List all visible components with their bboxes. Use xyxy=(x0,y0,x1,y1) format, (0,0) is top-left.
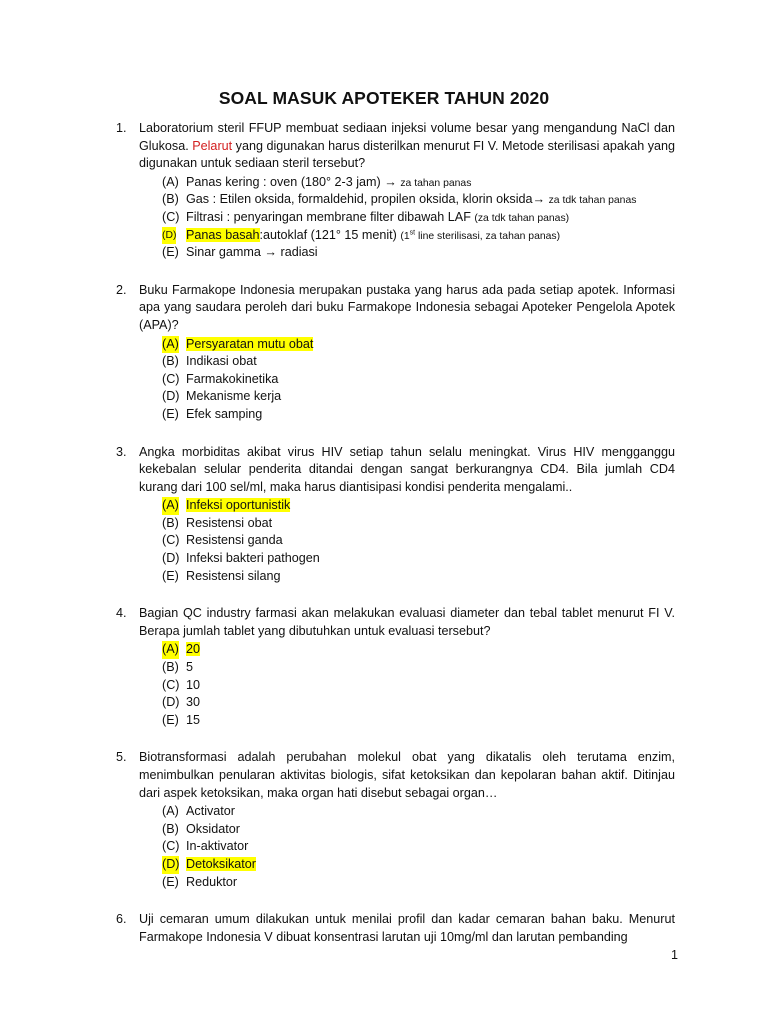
option-b xyxy=(139,191,675,209)
option-text: 20 xyxy=(186,642,201,657)
option-text: radiasi xyxy=(280,245,318,260)
option-d xyxy=(139,856,675,874)
option-e xyxy=(139,406,675,424)
option-e xyxy=(139,712,675,730)
option-letter: (E) xyxy=(162,712,179,727)
question-1 xyxy=(116,120,675,262)
option-c xyxy=(139,677,675,695)
option-letter: (C) xyxy=(162,209,180,224)
question-text xyxy=(139,120,675,173)
option-text: Detoksikator xyxy=(186,856,256,871)
question-text-part: Laboratorium steril FFUP membuat sediaan injeksi volume besar yang mengandung NaCl dan Glukosa. xyxy=(139,121,675,153)
option-text: Persyaratan mutu obat xyxy=(186,336,314,351)
option-text: Panas kering : oven (180° 2-3 jam) xyxy=(186,174,381,189)
option-a xyxy=(139,803,675,821)
option-letter: (D) xyxy=(162,551,180,566)
option-text: Resistensi ganda xyxy=(186,533,283,548)
option-letter: (D) xyxy=(162,856,179,874)
highlighted-term-pelarut: Pelarut xyxy=(192,138,233,153)
option-list xyxy=(139,641,675,729)
question-number: 3. xyxy=(116,444,127,459)
question-number: 6. xyxy=(116,912,127,927)
highlighted-answer: Panas basah xyxy=(186,227,260,242)
option-b xyxy=(139,821,675,839)
note-part: line sterilisasi, za tahan panas) xyxy=(417,230,561,242)
option-list xyxy=(139,497,675,585)
option-list xyxy=(139,803,675,891)
option-a xyxy=(139,641,675,659)
option-e xyxy=(139,874,675,892)
right-arrow-icon: → xyxy=(532,192,546,207)
option-text: 15 xyxy=(186,712,201,727)
option-text: Oksidator xyxy=(186,821,240,836)
option-a xyxy=(139,174,675,192)
option-list xyxy=(139,174,675,262)
question-number: 5. xyxy=(116,750,127,765)
option-a xyxy=(139,497,675,515)
option-text: Infeksi oportunistik xyxy=(186,498,291,513)
option-d xyxy=(139,550,675,568)
option-e xyxy=(139,244,675,262)
option-letter: (A) xyxy=(162,641,179,659)
option-c xyxy=(139,371,675,389)
option-text: 30 xyxy=(186,695,201,710)
option-letter: (C) xyxy=(162,677,180,692)
option-letter: (A) xyxy=(162,497,179,515)
question-list xyxy=(116,120,675,966)
option-letter: (B) xyxy=(162,515,179,530)
question-text: Uji cemaran umum dilakukan untuk menilai profil dan kadar cemaran bahan baku. Menurut Farmakope Indonesia V dibuat konsentrasi larutan uji 10mg/ml dan larutan pembanding xyxy=(139,912,675,944)
option-letter: (B) xyxy=(162,192,179,207)
question-number: 4. xyxy=(116,606,127,621)
option-text: 5 xyxy=(186,660,194,675)
option-note xyxy=(400,231,560,242)
option-letter: (D) xyxy=(162,695,180,710)
option-b xyxy=(139,515,675,533)
question-text: Buku Farmakope Indonesia merupakan pustaka yang harus ada pada setiap apotek. Informasi apa yang saudara peroleh dari buku Farmakope Indonesia sebagai Apoteker Pengelola Apotek (APA)? xyxy=(139,282,675,332)
question-number: 1. xyxy=(116,121,127,135)
option-letter: (C) xyxy=(162,371,180,386)
option-b xyxy=(139,353,675,371)
option-d xyxy=(139,227,675,245)
superscript: st xyxy=(409,229,416,237)
option-letter: (D) xyxy=(162,227,176,245)
option-note: za tdk tahan panas xyxy=(548,195,637,207)
option-note: (za tdk tahan panas) xyxy=(474,212,570,224)
option-text: Farmakokinetika xyxy=(186,371,279,386)
question-text: Bagian QC industry farmasi akan melakukan evaluasi diameter dan tebal tablet menurut FI V. Berapa jumlah tablet yang dibutuhkan untuk evaluasi tersebut? xyxy=(139,606,675,638)
option-letter: (C) xyxy=(162,839,180,854)
option-e xyxy=(139,568,675,586)
option-text: Activator xyxy=(186,804,235,819)
question-3 xyxy=(116,444,675,586)
option-letter: (B) xyxy=(162,821,179,836)
option-text: 10 xyxy=(186,677,201,692)
option-letter: (B) xyxy=(162,354,179,369)
option-d xyxy=(139,694,675,712)
option-letter: (E) xyxy=(162,874,179,889)
option-letter: (A) xyxy=(162,336,179,354)
option-letter: (C) xyxy=(162,533,180,548)
page-number: 1 xyxy=(670,948,678,962)
note-part: (1 xyxy=(400,230,410,242)
option-list xyxy=(139,336,675,424)
question-number: 2. xyxy=(116,282,127,297)
question-6 xyxy=(116,911,675,946)
option-text: :autoklaf (121° 15 menit) xyxy=(259,227,397,242)
option-letter: (A) xyxy=(162,174,179,189)
option-text: Reduktor xyxy=(186,874,238,889)
option-text: Filtrasi : penyaringan membrane filter dibawah LAF xyxy=(186,209,471,224)
option-text: Mekanisme kerja xyxy=(186,389,282,404)
option-text: Efek samping xyxy=(186,406,263,421)
option-a xyxy=(139,336,675,354)
question-4 xyxy=(116,605,675,729)
document-title: SOAL MASUK APOTEKER TAHUN 2020 xyxy=(218,88,550,108)
option-letter: (E) xyxy=(162,568,179,583)
option-text: Gas : Etilen oksida, formaldehid, propilen oksida, klorin oksida xyxy=(186,192,533,207)
option-text: Infeksi bakteri pathogen xyxy=(186,551,320,566)
question-text: Angka morbiditas akibat virus HIV setiap tahun selalu meningkat. Virus HIV mengganggu kekebalan selular penderita ditandai dengan sangat berkurangnya CD4. Bila jumlah CD4 kurang dari 100 sel/ml, maka harus diantisipasi kondisi penderita mengalami.. xyxy=(139,444,675,494)
question-text: Biotransformasi adalah perubahan molekul obat yang dikatalis oleh terutama enzim, menimbulkan penularan aktivitas biologis, sifat ketoksikan dan kepolaran bahan aktif. Ditinjau dari aspek ketoksikan, maka organ hati disebut sebagai organ… xyxy=(139,750,675,800)
option-text: Resistensi obat xyxy=(186,515,273,530)
option-b xyxy=(139,659,675,677)
option-note: za tahan panas xyxy=(400,177,472,189)
option-text: Indikasi obat xyxy=(186,354,257,369)
option-letter: (A) xyxy=(162,804,179,819)
option-letter: (B) xyxy=(162,660,179,675)
option-text: In-aktivator xyxy=(186,839,249,854)
right-arrow-icon: → xyxy=(264,245,277,260)
question-text-part: yang digunakan harus disterilkan menurut FI V. Metode sterilisasi apakah yang digunakan untuk sediaan steril tersebut? xyxy=(139,138,676,171)
option-c xyxy=(139,209,675,227)
option-letter: (E) xyxy=(162,245,179,260)
option-letter: (D) xyxy=(162,389,180,404)
option-c xyxy=(139,532,675,550)
question-5 xyxy=(116,749,675,891)
option-text: Resistensi silang xyxy=(186,568,281,583)
option-text: Sinar gamma xyxy=(186,245,261,260)
option-c xyxy=(139,838,675,856)
question-2 xyxy=(116,282,675,424)
option-letter: (E) xyxy=(162,406,179,421)
option-d xyxy=(139,388,675,406)
right-arrow-icon: → xyxy=(384,174,397,189)
